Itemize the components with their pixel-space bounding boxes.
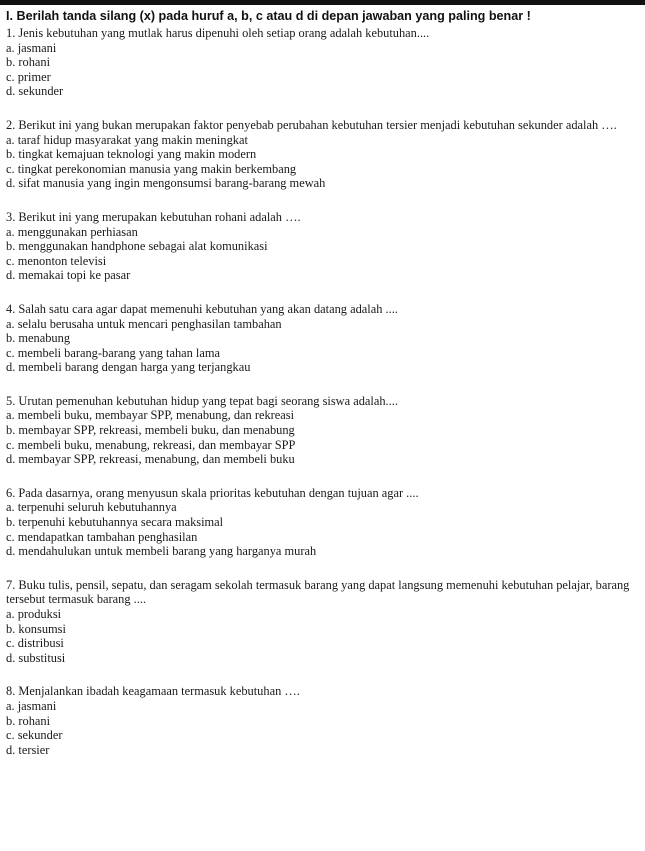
- option-text: menggunakan handphone sebagai alat komunikasi: [18, 239, 268, 254]
- option-text: mendapatkan tambahan penghasilan: [17, 529, 198, 544]
- question-number: 8.: [6, 684, 16, 699]
- answer-option[interactable]: [6, 699, 636, 714]
- answer-option[interactable]: [6, 346, 636, 361]
- answer-option[interactable]: [6, 254, 636, 269]
- option-text: tersier: [18, 742, 50, 757]
- question-7: [6, 578, 636, 666]
- option-letter: a.: [6, 316, 15, 331]
- option-letter: c.: [6, 161, 15, 176]
- question-number: 5.: [6, 393, 16, 408]
- option-letter: d.: [6, 742, 16, 757]
- option-letter: d.: [6, 544, 16, 559]
- answer-option[interactable]: [6, 70, 636, 85]
- option-letter: c.: [6, 529, 15, 544]
- answer-option[interactable]: [6, 133, 636, 148]
- option-letter: c.: [6, 69, 15, 84]
- answer-option[interactable]: [6, 438, 636, 453]
- option-text: memakai topi ke pasar: [18, 268, 131, 283]
- option-text: menonton televisi: [17, 253, 107, 268]
- option-text: membeli barang-barang yang tahan lama: [17, 345, 221, 360]
- option-text: menabung: [18, 331, 71, 346]
- question-4: [6, 302, 636, 375]
- option-letter: d.: [6, 452, 16, 467]
- question-6: [6, 486, 636, 559]
- answer-option[interactable]: [6, 651, 636, 666]
- answer-option[interactable]: [6, 622, 636, 637]
- question-text: Urutan pemenuhan kebutuhan hidup yang tepat bagi seorang siswa adalah....: [18, 393, 398, 408]
- answer-option[interactable]: [6, 317, 636, 332]
- option-letter: b.: [6, 713, 16, 728]
- question-text: Menjalankan ibadah keagamaan termasuk kebutuhan ….: [18, 684, 300, 699]
- option-letter: c.: [6, 728, 15, 743]
- answer-option[interactable]: [6, 41, 636, 56]
- question-list: [6, 26, 636, 757]
- option-letter: c.: [6, 253, 15, 268]
- option-letter: a.: [6, 408, 15, 423]
- option-text: membeli barang dengan harga yang terjangkau: [18, 360, 251, 375]
- option-text: mendahulukan untuk membeli barang yang harganya murah: [18, 544, 317, 559]
- answer-option[interactable]: [6, 500, 636, 515]
- answer-option[interactable]: [6, 176, 636, 191]
- option-text: tingkat perekonomian manusia yang makin berkembang: [17, 161, 297, 176]
- answer-option[interactable]: [6, 360, 636, 375]
- option-letter: b.: [6, 55, 16, 70]
- question-text: Berikut ini yang merupakan kebutuhan rohani adalah ….: [18, 209, 301, 224]
- option-text: produksi: [17, 607, 62, 621]
- answer-option[interactable]: [6, 728, 636, 743]
- option-text: menggunakan perhiasan: [17, 224, 138, 239]
- answer-option[interactable]: [6, 55, 636, 70]
- answer-option[interactable]: [6, 268, 636, 283]
- question-number: 6.: [6, 485, 16, 500]
- option-text: terpenuhi seluruh kebutuhannya: [17, 500, 177, 515]
- question-text: Jenis kebutuhan yang mutlak harus dipenuhi oleh setiap orang adalah kebutuhan....: [18, 26, 430, 40]
- option-text: membayar SPP, rekreasi, membeli buku, dan menabung: [18, 423, 295, 438]
- option-letter: b.: [6, 239, 16, 254]
- answer-option[interactable]: [6, 530, 636, 545]
- option-text: konsumsi: [18, 621, 66, 636]
- answer-option[interactable]: [6, 452, 636, 467]
- option-letter: c.: [6, 345, 15, 360]
- option-text: membayar SPP, rekreasi, menabung, dan membeli buku: [18, 452, 295, 467]
- question-1: [6, 26, 636, 99]
- answer-option[interactable]: [6, 515, 636, 530]
- option-letter: b.: [6, 423, 16, 438]
- option-text: rohani: [18, 713, 51, 728]
- option-text: sekunder: [18, 84, 64, 99]
- question-stem: [6, 578, 636, 607]
- option-letter: d.: [6, 176, 16, 191]
- question-8: [6, 684, 636, 757]
- option-text: selalu berusaha untuk mencari penghasilan tambahan: [17, 316, 282, 331]
- question-2: [6, 118, 636, 191]
- option-text: sifat manusia yang ingin mengonsumsi barang-barang mewah: [18, 176, 326, 191]
- answer-option[interactable]: [6, 331, 636, 346]
- option-letter: a.: [6, 40, 15, 55]
- question-number: 7.: [6, 577, 16, 592]
- option-text: jasmani: [17, 698, 57, 713]
- answer-option[interactable]: [6, 423, 636, 438]
- question-stem: [6, 684, 636, 699]
- question-number: 2.: [6, 117, 16, 132]
- option-letter: b.: [6, 331, 16, 346]
- option-letter: d.: [6, 360, 16, 375]
- option-letter: a.: [6, 607, 15, 621]
- option-text: primer: [17, 69, 51, 84]
- option-text: tingkat kemajuan teknologi yang makin modern: [18, 147, 257, 162]
- answer-option[interactable]: [6, 714, 636, 729]
- option-text: membeli buku, membayar SPP, menabung, dan rekreasi: [17, 408, 295, 423]
- option-letter: d.: [6, 650, 16, 665]
- option-letter: a.: [6, 224, 15, 239]
- answer-option[interactable]: [6, 544, 636, 559]
- option-letter: d.: [6, 268, 16, 283]
- question-text: Buku tulis, pensil, sepatu, dan seragam sekolah termasuk barang yang dapat langsung memenuhi kebutuhan pelajar, barang tersebut termasuk barang ....: [6, 577, 630, 607]
- question-stem: [6, 302, 636, 317]
- option-text: distribusi: [17, 636, 64, 651]
- option-letter: c.: [6, 636, 15, 651]
- answer-option[interactable]: [6, 239, 636, 254]
- option-letter: b.: [6, 147, 16, 162]
- question-text: Berikut ini yang bukan merupakan faktor penyebab perubahan kebutuhan tersier menjadi kebutuhan sekunder adalah ….: [18, 117, 617, 132]
- answer-option[interactable]: [6, 743, 636, 758]
- option-letter: c.: [6, 437, 15, 452]
- question-5: [6, 394, 636, 467]
- answer-option[interactable]: [6, 84, 636, 99]
- answer-option[interactable]: [6, 607, 636, 622]
- option-letter: a.: [6, 132, 15, 147]
- option-text: membeli buku, menabung, rekreasi, dan membayar SPP: [17, 437, 296, 452]
- option-text: rohani: [18, 55, 51, 70]
- option-text: sekunder: [17, 728, 63, 743]
- section-heading: I. Berilah tanda silang (x) pada huruf a, b, c atau d di depan jawaban yang paling benar !: [6, 9, 531, 23]
- question-stem: [6, 394, 636, 409]
- answer-option[interactable]: [6, 162, 636, 177]
- question-stem: [6, 486, 636, 501]
- question-number: 1.: [6, 26, 16, 40]
- option-letter: a.: [6, 500, 15, 515]
- question-3: [6, 210, 636, 283]
- question-number: 4.: [6, 301, 16, 316]
- option-letter: d.: [6, 84, 16, 99]
- question-number: 3.: [6, 209, 16, 224]
- answer-option[interactable]: [6, 636, 636, 651]
- answer-option[interactable]: [6, 408, 636, 423]
- question-text: Salah satu cara agar dapat memenuhi kebutuhan yang akan datang adalah ....: [18, 301, 398, 316]
- question-stem: [6, 118, 636, 133]
- worksheet: [6, 8, 636, 776]
- answer-option[interactable]: [6, 147, 636, 162]
- option-letter: b.: [6, 621, 16, 636]
- option-text: terpenuhi kebutuhannya secara maksimal: [18, 515, 224, 530]
- option-text: taraf hidup masyarakat yang makin meningkat: [17, 132, 248, 147]
- question-text: Pada dasarnya, orang menyusun skala prioritas kebutuhan dengan tujuan agar ....: [18, 485, 419, 500]
- option-letter: b.: [6, 515, 16, 530]
- question-stem: [6, 210, 636, 225]
- top-border: [0, 0, 645, 5]
- question-stem: [6, 26, 636, 41]
- option-letter: a.: [6, 698, 15, 713]
- option-text: jasmani: [17, 40, 57, 55]
- option-text: substitusi: [18, 650, 66, 665]
- answer-option[interactable]: [6, 225, 636, 240]
